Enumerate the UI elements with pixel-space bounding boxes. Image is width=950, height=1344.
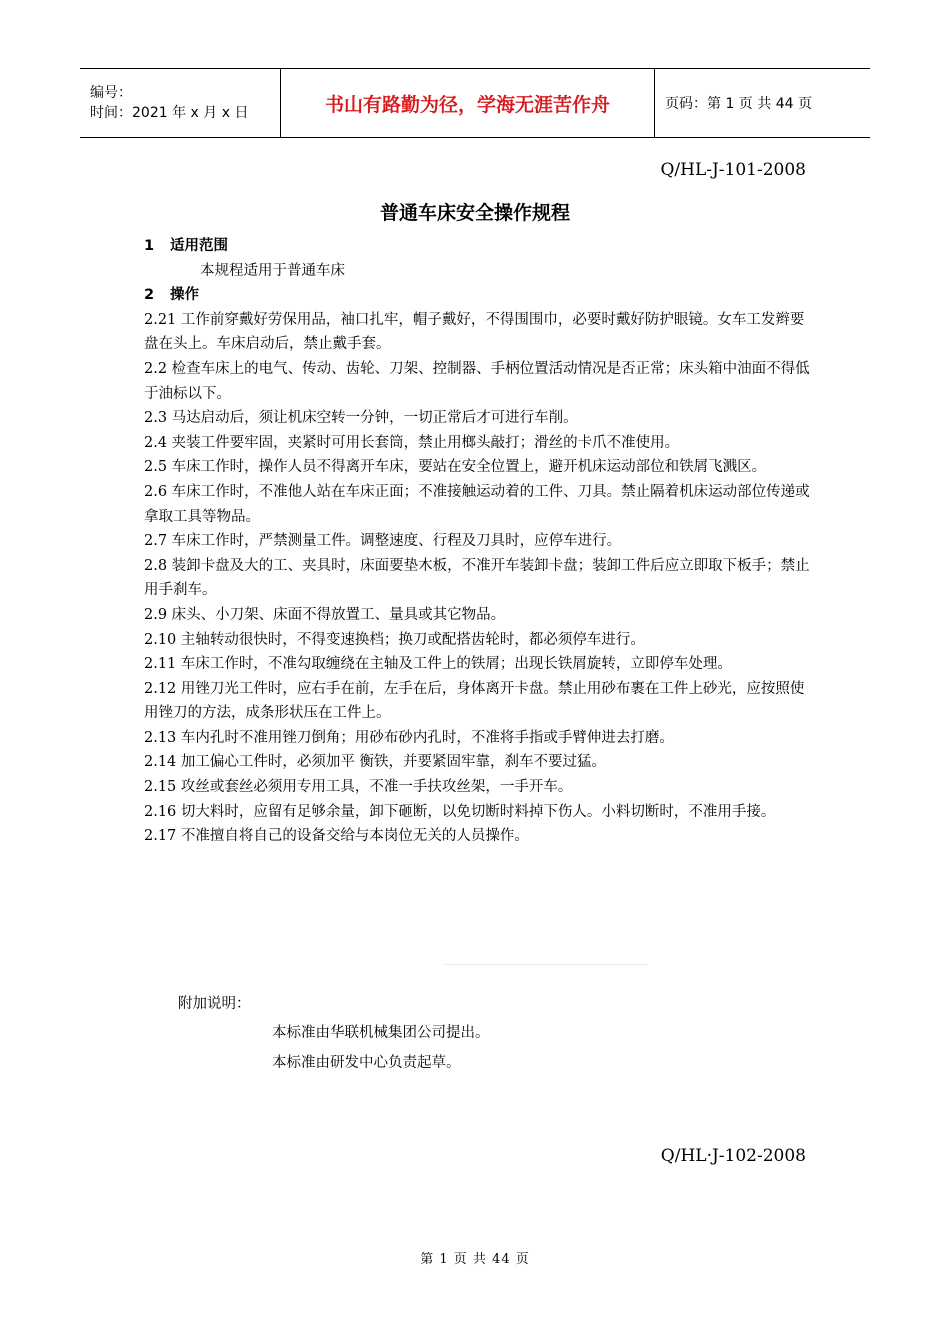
rule-item: 2.3 马达启动后，须让机床空转一分钟，一切正常后才可进行车削。 (144, 410, 578, 427)
header-meta (80, 69, 281, 137)
rule-item: 2.4 夹装工件要牢固，夹紧时可用长套筒，禁止用榔头敲打；滑丝的卡爪不准使用。 (144, 434, 680, 451)
rule-item: 2.14 加工偏心工件时，必须加平 衡铁，并要紧固牢靠，刹车不要过猛。 (144, 754, 607, 771)
rule-item: 2.17 不准擅自将自己的设备交给与本岗位无关的人员操作。 (144, 828, 529, 845)
doc-code-top: Q/HL-J-101-2008 (660, 160, 806, 180)
rule-item: 2.2 检查车床上的电气、传动、齿轮、刀架、控制器、手柄位置活动情况是否正常；床头箱中油面不得低于油标以下。 (144, 360, 810, 402)
section-divider (445, 964, 647, 965)
page-info-text: 页码：第 1 页 共 44 页 (665, 96, 812, 112)
section-title: 适用范围 (170, 238, 228, 254)
notes-line: 本标准由华联机械集团公司提出。 (272, 1025, 490, 1041)
document-body (144, 234, 812, 849)
section-number: 2 (144, 287, 155, 304)
scope-text: 本规程适用于普通车床 (200, 262, 345, 279)
section-title: 操作 (170, 287, 199, 304)
rule-item: 2.16 切大料时，应留有足够余量，卸下砸断，以免切断时料掉下伤人。小料切断时，不准用手接。 (144, 803, 776, 820)
rule-item: 2.12 用锉刀光工件时，应右手在前，左手在后，身体离开卡盘。禁止用砂布裹在工件上砂光，应按照使用锉刀的方法，成条形状压在工件上。 (144, 680, 805, 722)
page-info (655, 69, 870, 137)
notes-line: 本标准由研发中心负责起草。 (272, 1055, 461, 1071)
section-number: 1 (144, 238, 155, 254)
rule-item: 2.9 床头、小刀架、床面不得放置工、量具或其它物品。 (144, 606, 506, 623)
section-heading (144, 283, 812, 308)
rule-item: 2.6 车床工作时，不准他人站在车床正面；不准接触运动着的工件、刀具。禁止隔着机床运动部位传递或拿取工具等物品。 (144, 483, 810, 525)
number-label: 编号： (90, 85, 132, 101)
rule-item: 2.15 攻丝或套丝必须用专用工具，不准一手扶攻丝架，一手开车。 (144, 779, 573, 796)
rule-item: 2.7 车床工作时，严禁测量工件。调整速度、行程及刀具时，应停车进行。 (144, 533, 622, 550)
motto (281, 69, 655, 137)
time-label: 时间：2021 年 x 月 x 日 (90, 105, 249, 121)
notes-label: 附加说明： (178, 996, 251, 1012)
page-footer: 第 1 页 共 44 页 (420, 1252, 530, 1267)
page-title: 普通车床安全操作规程 (379, 202, 570, 224)
rule-item: 2.13 车内孔时不准用锉刀倒角；用砂布砂内孔时，不准将手指或手臂伸进去打磨。 (144, 729, 674, 746)
doc-code-bottom: Q/HL·J-102-2008 (660, 1146, 806, 1166)
section-heading (144, 234, 812, 259)
rule-item: 2.5 车床工作时，操作人员不得离开车床，要站在安全位置上，避开机床运动部位和铁屑飞溅区。 (144, 459, 767, 476)
rule-item: 2.8 装卸卡盘及大的工、夹具时，床面要垫木板，不准开车装卸卡盘；装卸工件后应立即取下板手；禁止用手刹车。 (144, 557, 810, 599)
rule-item: 2.10 主轴转动很快时，不得变速换档；换刀或配搭齿轮时，都必须停车进行。 (144, 631, 645, 648)
motto-text: 书山有路勤为径，学海无涯苦作舟 (324, 93, 610, 116)
rule-item: 2.11 车床工作时，不准勾取缠绕在主轴及工件上的铁屑；出现长铁屑旋转，立即停车处理。 (144, 656, 732, 673)
document-header (80, 68, 870, 138)
rule-item: 2.21 工作前穿戴好劳保用品，袖口扎牢，帽子戴好，不得围围巾，必要时戴好防护眼镜。女车工发辫要盘在头上。车床启动后，禁止戴手套。 (144, 311, 805, 353)
